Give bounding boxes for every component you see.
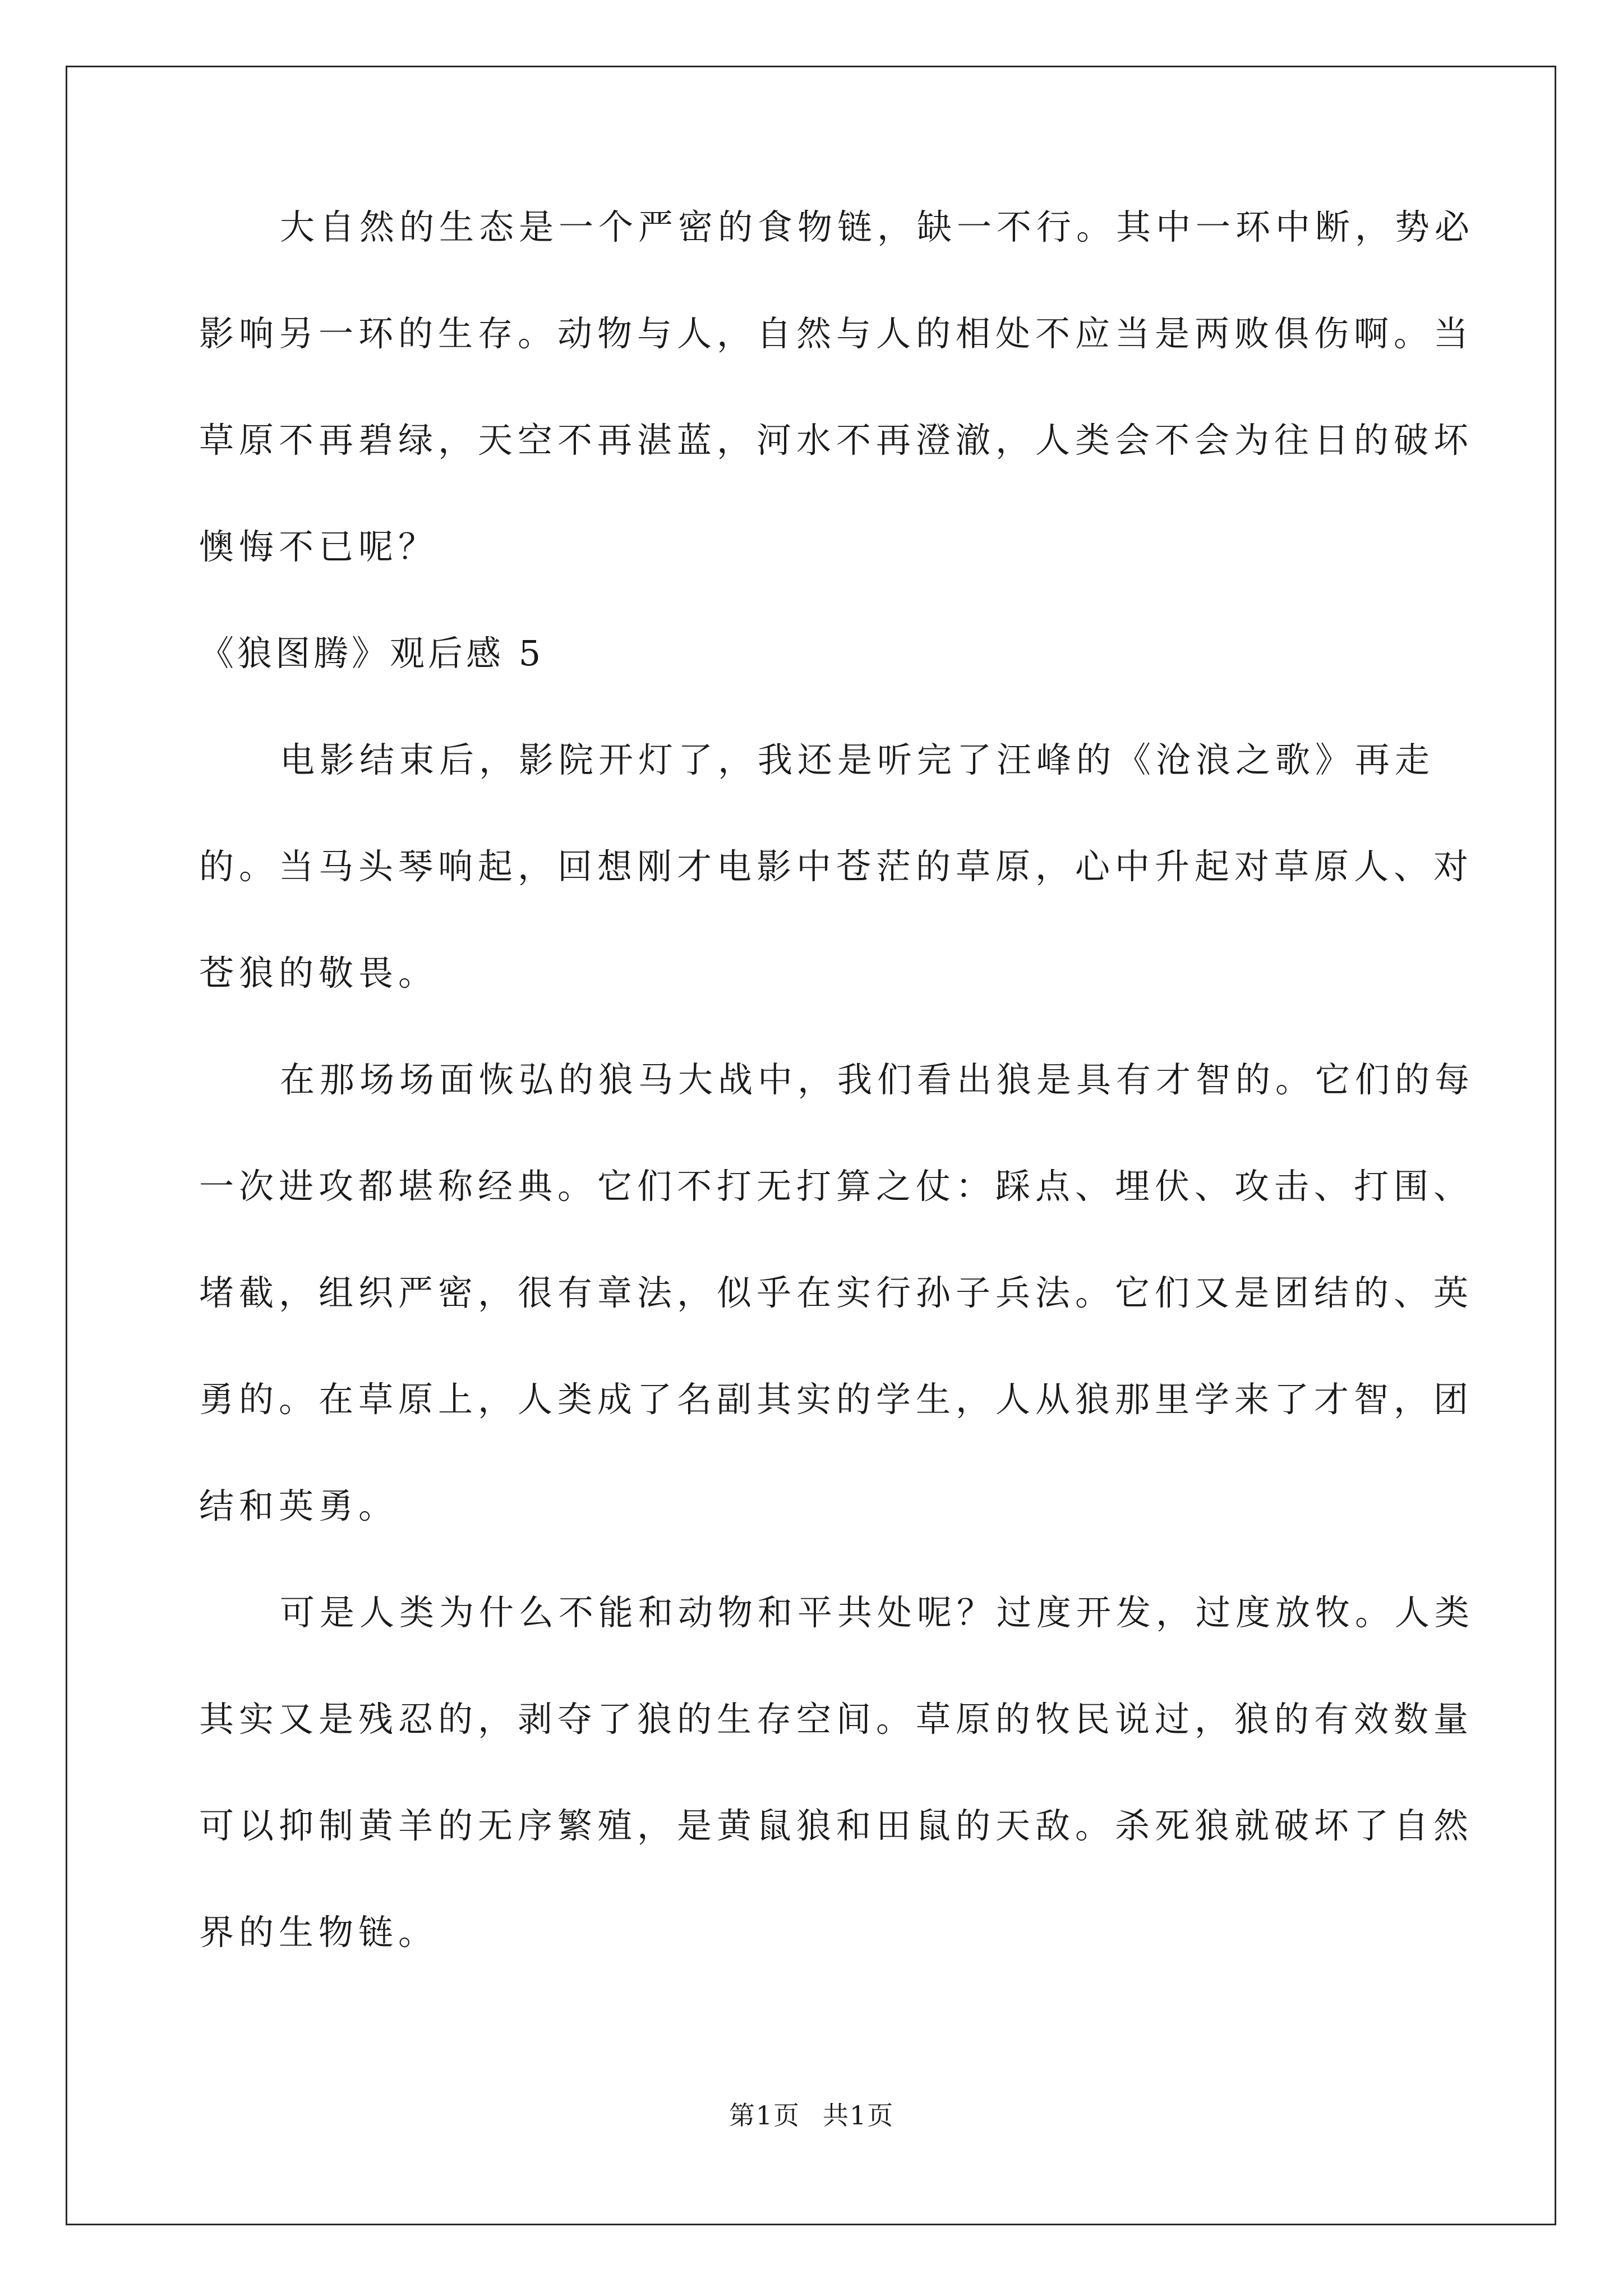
paragraph-after-movie: 电影结束后，影院开灯了，我还是听完了汪峰的《沧浪之歌》再走的。当马头琴响起，回想刚才电影中苍茫的草原，心中升起对草原人、对苍狼的敬畏。 <box>199 739 1474 993</box>
page-footer <box>0 2095 1623 2132</box>
page-number: 第1页 <box>728 2100 800 2131</box>
paragraph-coexistence: 可是人类为什么不能和动物和平共处呢？过度开发，过度放牧。人类其实又是残忍的，剥夺了狼的生存空间。草原的牧民说过，狼的有效数量可以抑制黄羊的无序繁殖，是黄鼠狼和田鼠的天敌。杀死狼就破坏了自然界的生物链。 <box>199 1592 1475 1953</box>
section-heading: 《狼图腾》观后感 5 <box>199 633 545 674</box>
page-total: 共1页 <box>823 2100 895 2131</box>
paragraph-wolf-wisdom: 在那场场面恢弘的狼马大战中，我们看出狼是具有才智的。它们的每一次进攻都堪称经典。它们不打无打算之仗：踩点、埋伏、攻击、打围、堵截，组织严密，很有章法，似乎在实行孙子兵法。它们又是团结的、英勇的。在草原上，人类成了名副其实的学生，人从狼那里学来了才智，团结和英勇。 <box>199 1059 1475 1526</box>
paragraph-ecology: 大自然的生态是一个严密的食物链，缺一不行。其中一环中断，势必影响另一环的生存。动物与人，自然与人的相处不应当是两败俱伤啊。当草原不再碧绿，天空不再湛蓝，河水不再澄澈，人类会不会为往日的破坏懊悔不已呢？ <box>199 206 1475 567</box>
document-body <box>199 174 1478 1986</box>
